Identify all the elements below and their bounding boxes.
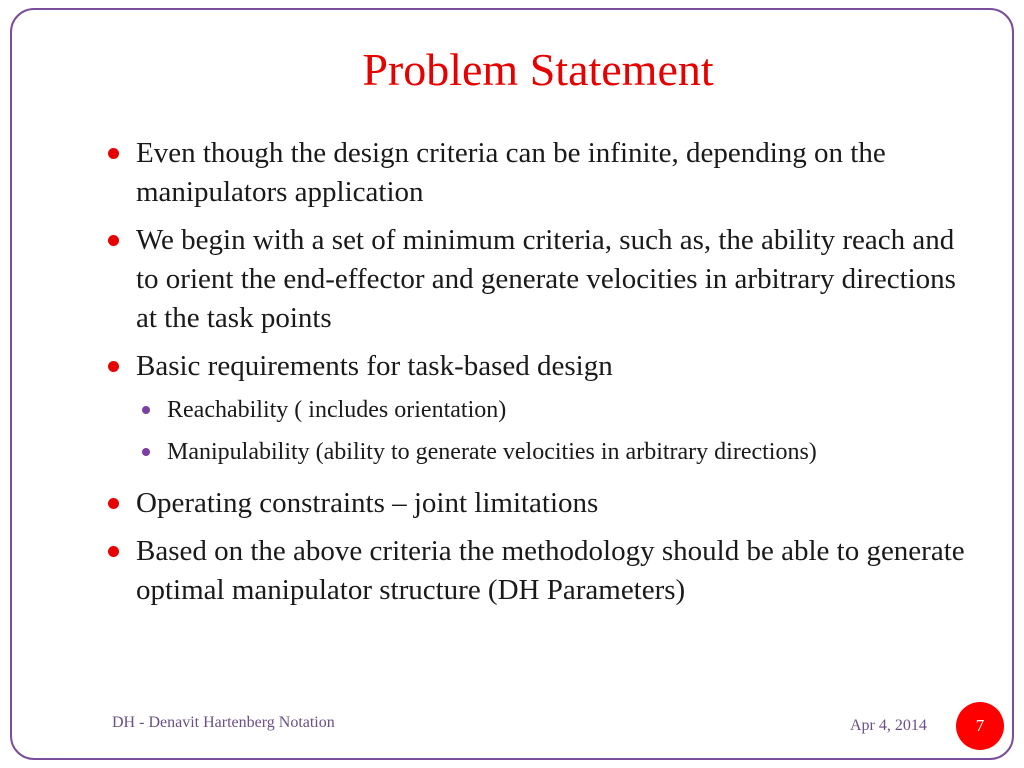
page-number: 7: [975, 716, 985, 735]
footer-text: DH - Denavit Hartenberg Notation: [112, 714, 335, 731]
sub-bullet-item: [140, 434, 974, 470]
footer-date: Apr 4, 2014: [850, 717, 927, 734]
bullet-item: [104, 532, 974, 610]
sub-bullet-dot-icon: [142, 406, 150, 414]
bullet-text: Operating constraints – joint limitations: [136, 487, 599, 519]
bullet-text: We begin with a set of minimum criteria, such as, the ability reach and to orient the end-effector and generate velocities in arbitrary directions at the task points: [136, 224, 956, 334]
slide-title: Problem Statement: [362, 44, 714, 95]
bullet-dot-icon: [108, 546, 119, 557]
bullet-item: [104, 134, 974, 212]
sub-bullet-text: Manipulability (ability to generate velocities in arbitrary directions): [167, 439, 817, 465]
bullet-text: Based on the above criteria the methodology should be able to generate optimal manipulator structure (DH Parameters): [136, 535, 965, 606]
page-number-badge: [956, 702, 1004, 750]
bullet-item: [104, 221, 974, 338]
bullet-item: [104, 347, 974, 386]
sub-bullet-text: Reachability ( includes orientation): [167, 397, 507, 423]
sub-bullet-list: [104, 392, 974, 470]
bullet-dot-icon: [108, 148, 119, 159]
bullet-dot-icon: [108, 235, 119, 246]
bullet-item: [104, 484, 974, 523]
bullet-dot-icon: [108, 361, 119, 372]
sub-bullet-item: [140, 392, 974, 428]
bullet-text: Basic requirements for task-based design: [136, 350, 613, 382]
bullet-dot-icon: [108, 498, 119, 509]
bullet-text: Even though the design criteria can be infinite, depending on the manipulators application: [136, 137, 886, 208]
sub-bullet-dot-icon: [142, 448, 150, 456]
slide-content: [104, 134, 974, 619]
